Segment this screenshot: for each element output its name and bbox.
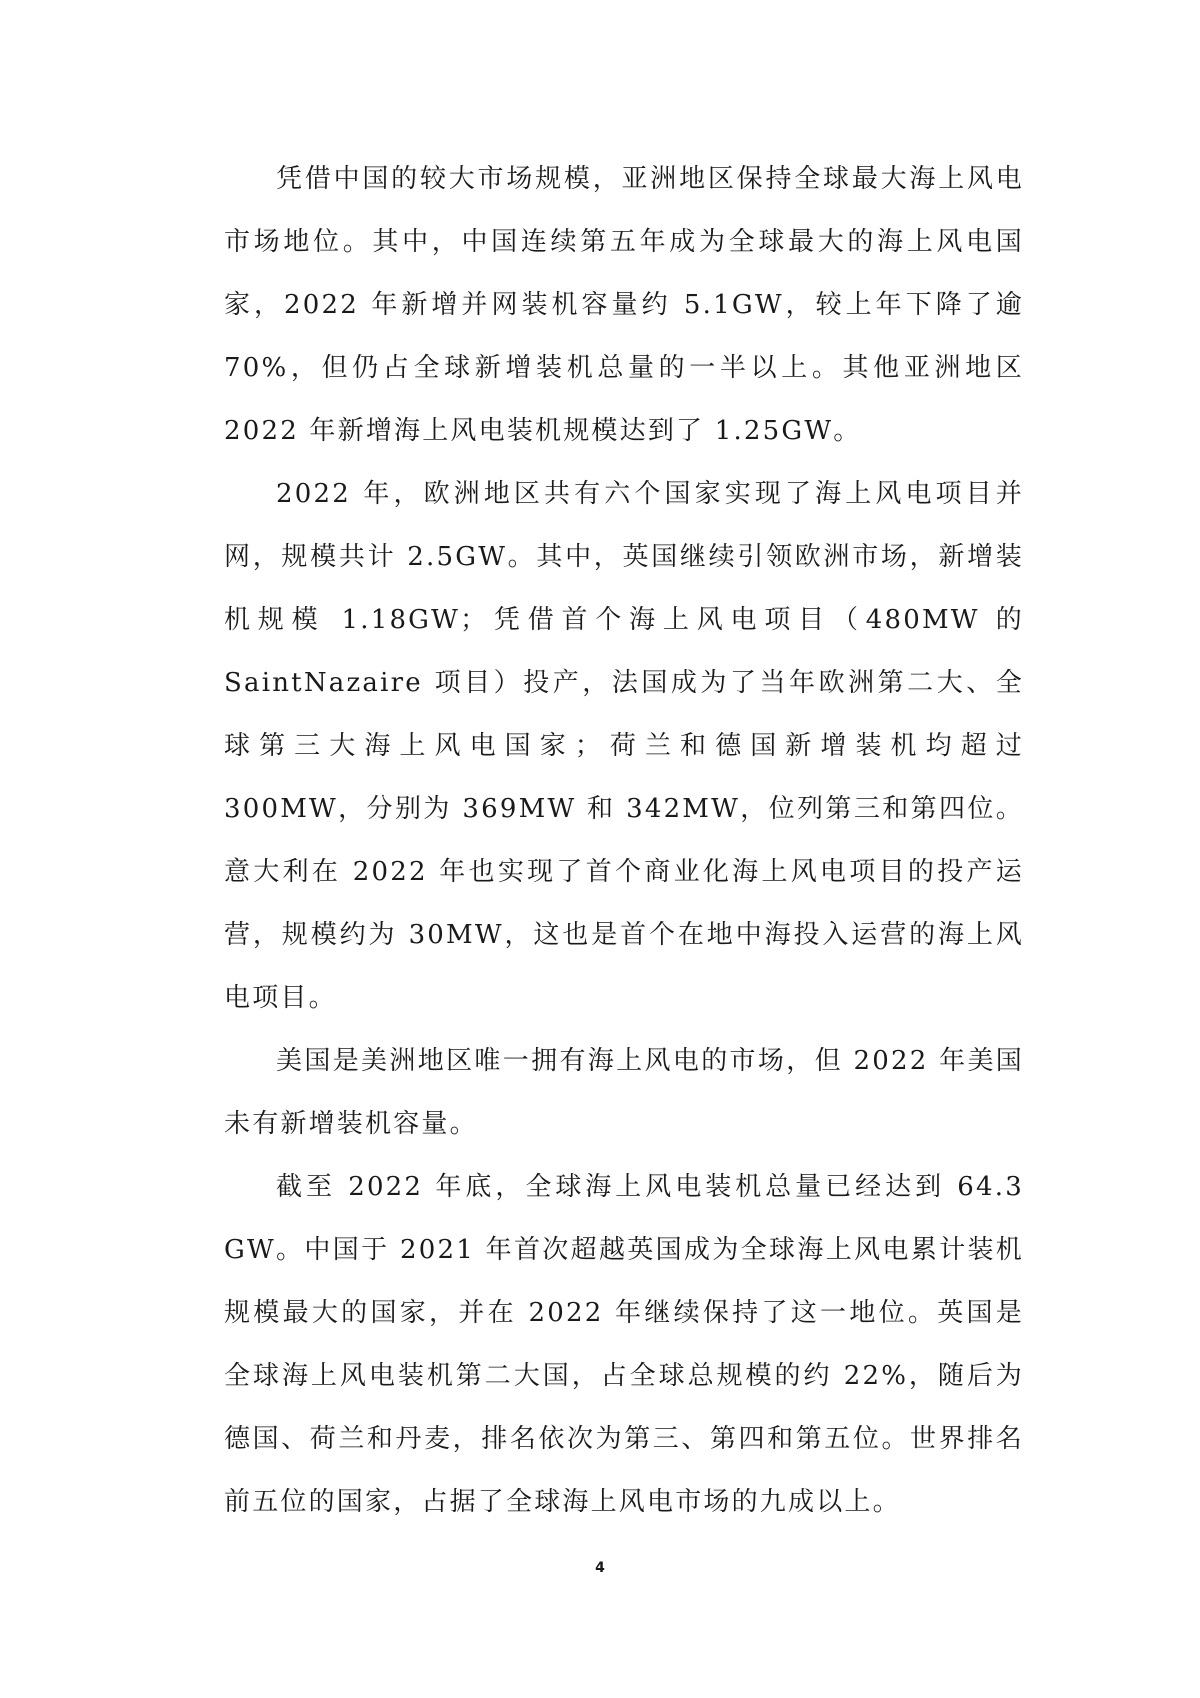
page-number: 4 (595, 1560, 605, 1576)
paragraph-global-total: 截至 2022 年底，全球海上风电装机总量已经达到 64.3 GW。中国于 2021 年首次超越英国成为全球海上风电累计装机规模最大的国家，并在 2022 年继续保持了这一地位。英国是全球海上风电装机第二大国，占全球总规模的约 22%，随后为德国、荷兰和丹麦，排名依次为第三、第四和第五位。世界排名前五位的国家，占据了全球海上风电市场的九成以上。 (224, 1172, 1024, 1517)
paragraph-europe: 2022 年，欧洲地区共有六个国家实现了海上风电项目并网，规模共计 2.5GW。其中，英国继续引领欧洲市场，新增装机规模 1.18GW；凭借首个海上风电项目（480MW 的 SaintNazaire 项目）投产，法国成为了当年欧洲第二大、全球第三大海上风电国家；荷兰和德国新增装机均超过 300MW，分别为 369MW 和 342MW，位列第三和第四位。意大利在 2022 年也实现了首个商业化海上风电项目的投产运营，规模约为 30MW，这也是首个在地中海投入运营的海上风电项目。 (224, 479, 1024, 1013)
paragraph-americas: 美国是美洲地区唯一拥有海上风电的市场，但 2022 年美国未有新增装机容量。 (224, 1046, 1024, 1139)
body-text (224, 148, 1024, 1534)
paragraph-asia: 凭借中国的较大市场规模，亚洲地区保持全球最大海上风电市场地位。其中，中国连续第五年成为全球最大的海上风电国家，2022 年新增并网装机容量约 5.1GW，较上年下降了逾 70%，但仍占全球新增装机总量的一半以上。其他亚洲地区 2022 年新增海上风电装机规模达到了 1.25GW。 (224, 164, 1024, 446)
